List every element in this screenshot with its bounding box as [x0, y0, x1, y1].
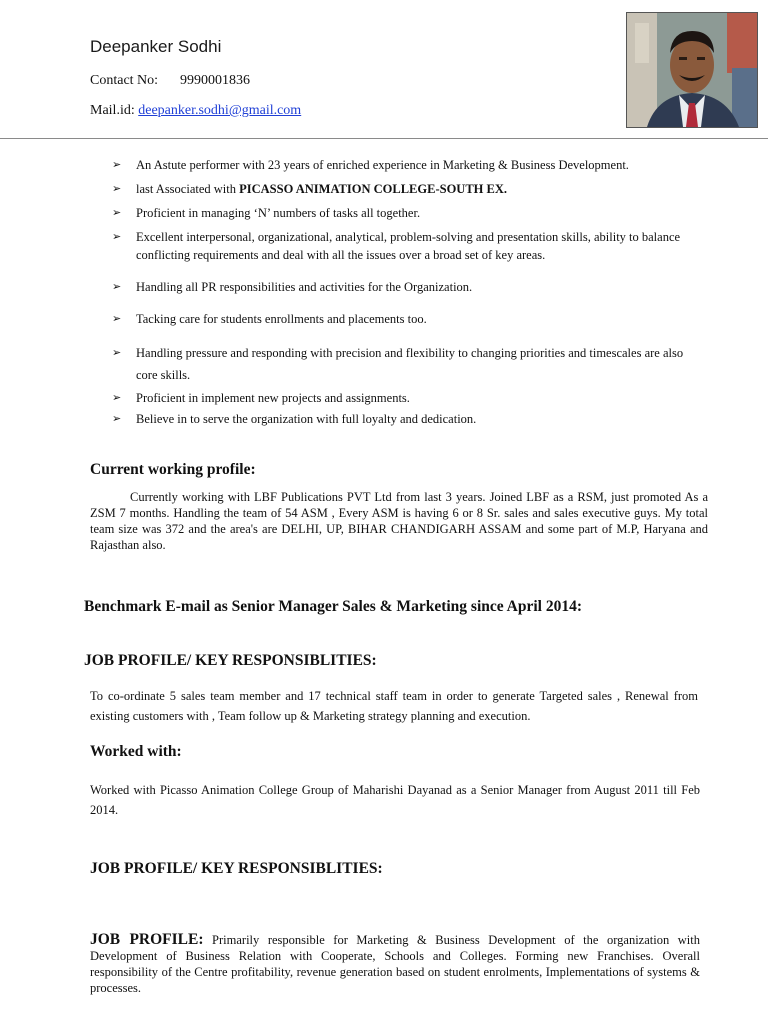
list-item: ➢ last Associated with PICASSO ANIMATION COLLEGE-SOUTH EX. — [112, 182, 507, 196]
profile-photo — [626, 12, 758, 128]
current-profile-text: Currently working with LBF Publications PVT Ltd from last 3 years. Joined LBF as a RSM, just promoted As a ZSM 7 months. Handling the team of 54 ASM , Every ASM is having 6 or 8 Sr. sales and sales executive guys. My total team size was 372 and the area's are DELHI, UP, BIHAR CHANDIGARH ASSAM and some part of M.P, Haryana and Rajasthan also. — [90, 490, 708, 552]
profile-photo-image — [627, 13, 757, 127]
header-divider — [0, 138, 768, 139]
arrow-bullet-icon: ➢ — [112, 206, 122, 219]
college-name: PICASSO ANIMATION COLLEGE-SOUTH EX. — [239, 182, 507, 196]
email-link[interactable]: deepanker.sodhi@gmail.com — [138, 103, 302, 118]
arrow-bullet-icon: ➢ — [112, 158, 122, 171]
arrow-bullet-icon: ➢ — [112, 312, 122, 325]
job-profile-heading-2: JOB PROFILE/ KEY RESPONSIBLITIES: — [90, 860, 383, 877]
list-item: ➢ Believe in to serve the organization with full loyalty and dedication. — [112, 412, 477, 426]
summary-list — [112, 156, 702, 431]
job-profile-heading: JOB PROFILE/ KEY RESPONSIBLITIES: — [84, 652, 377, 669]
current-profile-heading: Current working profile: — [90, 461, 256, 478]
list-item: ➢ An Astute performer with 23 years of enriched experience in Marketing & Business Development. — [112, 158, 629, 172]
candidate-name: Deepanker Sodhi — [90, 37, 222, 56]
list-item: ➢ Handling pressure and responding with precision and flexibility to changing priorities and timescales are also core skills. — [112, 342, 702, 386]
list-item: ➢ Proficient in managing ‘N’ numbers of tasks all together. — [112, 206, 421, 220]
benchmark-heading: Benchmark E-mail as Senior Manager Sales & Marketing since April 2014: — [84, 598, 582, 615]
arrow-bullet-icon: ➢ — [112, 346, 122, 359]
arrow-bullet-icon: ➢ — [112, 280, 122, 293]
worked-with-text: Worked with Picasso Animation College Group of Maharishi Dayanad as a Senior Manager from August 2011 till Feb 2014. — [90, 783, 700, 817]
worked-with-heading: Worked with: — [90, 743, 182, 760]
contact-label: Contact No: — [90, 73, 159, 88]
mail-line — [90, 103, 301, 119]
job-profile-detail — [90, 932, 700, 996]
job-profile-label: JOB PROFILE: — [90, 931, 204, 948]
arrow-bullet-icon: ➢ — [112, 391, 122, 404]
list-item: ➢ Handling all PR responsibilities and activities for the Organization. — [112, 280, 473, 294]
mail-label: Mail.id: — [90, 103, 135, 118]
list-item: ➢ Proficient in implement new projects and assignments. — [112, 391, 410, 405]
job-profile-detail-text: Primarily responsible for Marketing & Business Development of the organization with Development of Business Relation with Cooperate, Schools and Colleges. Forming new Franchises. Overall responsibility of the Centre profitability, revenue generation based on student enrolments, Implementations of systems & processes. — [90, 933, 700, 995]
arrow-bullet-icon: ➢ — [112, 412, 122, 425]
list-item: ➢ Tacking care for students enrollments and placements too. — [112, 312, 427, 326]
arrow-bullet-icon: ➢ — [112, 230, 122, 243]
list-item: ➢ Excellent interpersonal, organizational, analytical, problem-solving and presentation skills, ability to balance conflicting requirements and deal with all the issues over a broad set of key areas. — [112, 230, 681, 262]
contact-value: 9990001836 — [180, 73, 251, 88]
job-profile-text: To co-ordinate 5 sales team member and 17 technical staff team in order to generate Targeted sales , Renewal from existing customers with , Team follow up & Marketing strategy planning and execution. — [90, 689, 698, 723]
contact-line — [90, 73, 250, 89]
arrow-bullet-icon: ➢ — [112, 182, 122, 195]
